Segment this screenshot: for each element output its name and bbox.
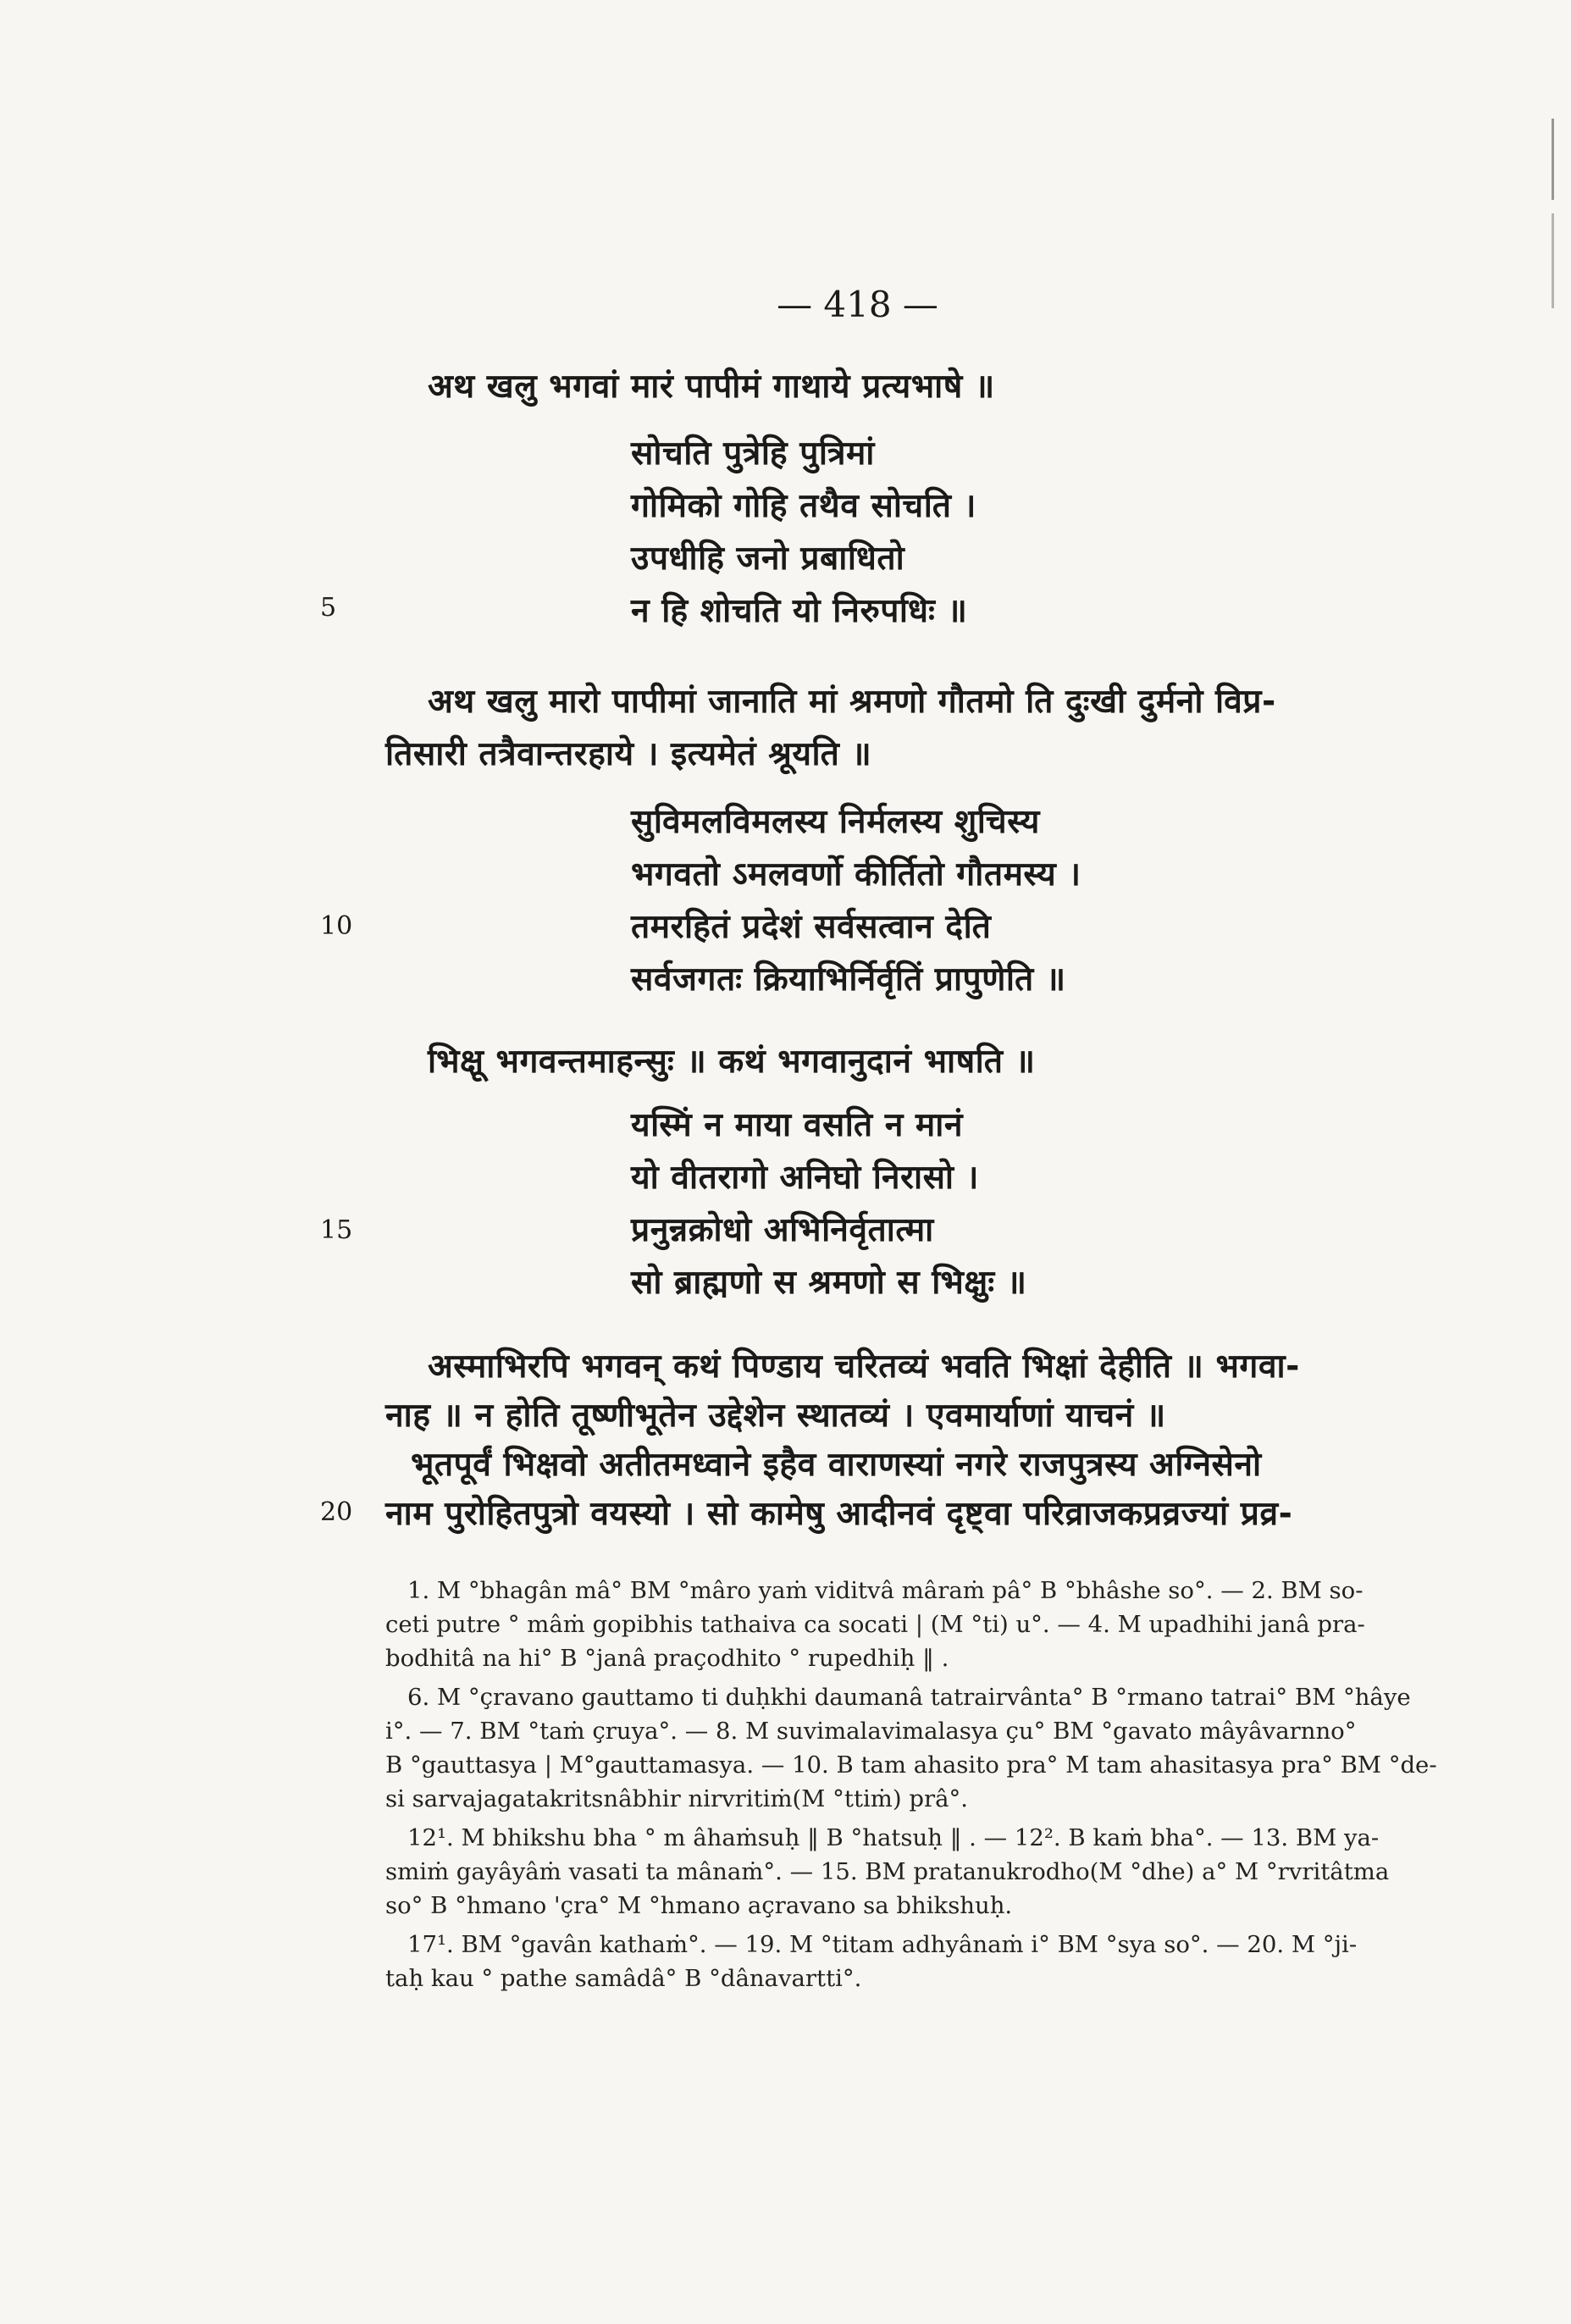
- line-number: 5: [320, 593, 337, 622]
- line-number: 10: [320, 911, 353, 941]
- prose-line: अस्माभिरपि भगवन् कथं पिण्डाय चरितव्यं भवति भिक्षां देहीति ॥ भगवा-: [428, 1347, 1300, 1386]
- page-number: — 418 —: [777, 284, 938, 325]
- verse-line: सो ब्राह्मणो स श्रमणो स भिक्षुः ॥: [631, 1264, 1027, 1302]
- verse-line: सर्वजगतः क्रियाभिर्निर्वृतिं प्रापुणेति ॥: [631, 960, 1066, 999]
- prose-line: नाम पुरोहितपुत्रो वयस्यो । सो कामेषु आदीनवं दृष्ट्वा परिव्राजकप्रव्रज्यां प्रव्र-: [385, 1495, 1293, 1533]
- verse-line: तमरहितं प्रदेशं सर्वसत्वान देति: [631, 908, 992, 946]
- verse-line: सुविमलविमलस्य निर्मलस्य शुचिस्य: [631, 803, 1040, 841]
- prose-line: नाह ॥ न होति तूष्णीभूतेन उद्देशेन स्थातव्यं । एवमार्याणां याचनं ॥: [385, 1397, 1166, 1435]
- line-number: 20: [320, 1497, 353, 1527]
- verse-line: भगवतो ऽमलवर्णो कीर्तितो गौतमस्य ।: [631, 855, 1081, 894]
- prose-line: तिसारी तत्रैवान्तरहाये । इत्यमेतं श्रूयति ॥: [385, 735, 872, 773]
- prose-line: भूतपूर्वं भिक्षवो अतीतमध्वाने इहैव वाराणस्यां नगरे राजपुत्रस्य अग्निसेनो: [411, 1446, 1262, 1484]
- footnote-line: 17¹. BM °gavân kathaṁ°. — 19. M °titam adhyânaṁ i° BM °sya so°. — 20. M °ji-: [407, 1931, 1358, 1958]
- footnote-line: taḥ kau ° pathe samâdâ° B °dânavartti°.: [385, 1965, 862, 1992]
- verse-line: यो वीतरागो अनिघो निरासो ।: [631, 1159, 979, 1197]
- line-number: 15: [320, 1215, 353, 1245]
- footnote-line: ceti putre ° mâṁ gopibhis tathaiva ca socati | (M °ti) u°. — 4. M upadhihi janâ pra-: [385, 1611, 1365, 1638]
- footnote-line: i°. — 7. BM °taṁ çruya°. — 8. M suvimalavimalasya çu° BM °gavato mâyâvarnno°: [385, 1718, 1357, 1745]
- intro-line: अथ खलु भगवां मारं पापीमं गाथाये प्रत्यभाषे ॥: [428, 368, 995, 406]
- verse-line: प्रनुन्नक्रोधो अभिनिर्वृतात्मा: [631, 1211, 934, 1249]
- verse-3: [631, 1099, 1027, 1309]
- prose-line: अथ खलु मारो पापीमां जानाति मां श्रमणो गौतमो ति दुःखी दुर्मनो विप्र-: [428, 683, 1276, 721]
- footnote-line: 1. M °bhagân mâ° BM °mâro yaṁ viditvâ mâraṁ pâ° B °bhâshe so°. — 2. BM so-: [407, 1577, 1364, 1604]
- footnote-line: si sarvajagatakritsnâbhir nirvritiṁ(M °ttiṁ) prâ°.: [385, 1785, 968, 1812]
- footnote-line: 12¹. M bhikshu bha ° m âhaṁsuḥ ‖ B °hatsuḥ ‖ . — 12². B kaṁ bha°. — 13. BM ya-: [407, 1824, 1380, 1851]
- verse-line: सोचति पुत्रेहि पुत्रिमां: [631, 434, 875, 473]
- footnote-line: bodhitâ na hi° B °janâ praçodhito ° rupedhiḥ ‖ .: [385, 1645, 949, 1672]
- scan-margin-mark: [1552, 119, 1554, 390]
- prose-line: भिक्षू भगवन्तमाहन्सुः ॥ कथं भगवानुदानं भाषति ॥: [428, 1043, 1036, 1081]
- footnote-line: 6. M °çravano gauttamo ti duḥkhi daumanâ tatrairvânta° B °rmano tatrai° BM °hâye: [407, 1684, 1411, 1711]
- verse-line: यस्मिं न माया वसति न मानं: [631, 1106, 963, 1144]
- footnote-line: so° B °hmano 'çra° M °hmano açravano sa bhikshuḥ.: [385, 1892, 1013, 1919]
- verse-line: उपधीहि जनो प्रबाधितो: [631, 540, 905, 578]
- verse-line: गोमिको गोहि तथैव सोचति ।: [631, 487, 976, 525]
- verse-1: [631, 428, 976, 638]
- verse-line: न हि शोचति यो निरुपधिः ॥: [631, 592, 968, 630]
- footnote-line: B °gauttasya | M°gauttamasya. — 10. B tam ahasito pra° M tam ahasitasya pra° BM °de-: [385, 1751, 1437, 1779]
- footnotes: [385, 1574, 1474, 1995]
- verse-2: [631, 796, 1081, 1006]
- footnote-line: smiṁ gayâyâṁ vasati ta mânaṁ°. — 15. BM pratanukrodho(M °dhe) a° M °rvritâtma: [385, 1858, 1390, 1885]
